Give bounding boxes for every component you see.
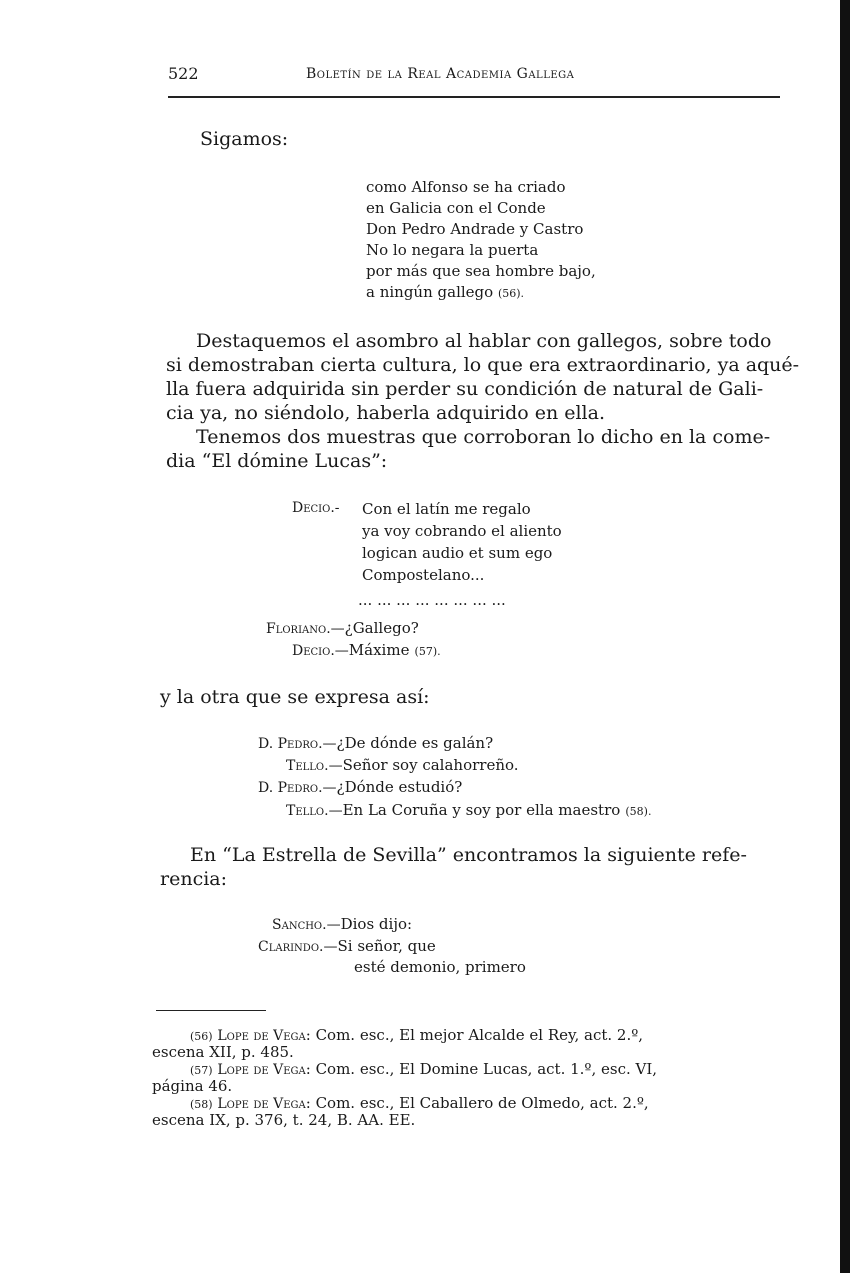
ellipsis-line: ... ... ... ... ... ... ... ... bbox=[358, 591, 506, 609]
verse-line: por más que sea hombre bajo, bbox=[366, 262, 596, 280]
paragraph-line: Tenemos dos muestras que corroboran lo dicho en la come- bbox=[196, 426, 771, 448]
dialogue-entry bbox=[258, 733, 493, 752]
verse-line: Don Pedro Andrade y Castro bbox=[366, 220, 584, 238]
dialogue-line: En La Coruña y soy por ella maestro bbox=[342, 801, 621, 819]
verse-line bbox=[366, 283, 524, 301]
scan-edge-bar bbox=[840, 0, 850, 1273]
dialogue-line: ya voy cobrando el aliento bbox=[362, 522, 562, 540]
paragraph-line: lla fuera adquirida sin perder su condición de natural de Gali- bbox=[166, 378, 764, 400]
page-number: 522 bbox=[168, 64, 199, 83]
speaker-name: Sancho.— bbox=[272, 917, 341, 933]
speaker-name: D. Pedro.— bbox=[258, 780, 337, 796]
dialogue-entry bbox=[292, 640, 441, 659]
footnote-separator bbox=[156, 1010, 266, 1011]
paragraph-line: Destaquemos el asombro al hablar con gallegos, sobre todo bbox=[196, 330, 772, 352]
footnote-number: (56) bbox=[190, 1030, 213, 1043]
footnote-number: (58) bbox=[190, 1098, 213, 1111]
footnote-text: : Com. esc., El Caballero de Olmedo, act. 2.º, bbox=[305, 1094, 649, 1112]
footnote-ref: (56). bbox=[497, 287, 525, 300]
dialogue-entry bbox=[272, 914, 412, 933]
dialogue-line: Señor soy calahorreño. bbox=[342, 756, 519, 774]
speaker-name: Tello.— bbox=[286, 803, 343, 819]
paragraph-line: dia “El dómine Lucas”: bbox=[166, 450, 388, 472]
dialogue-line: ¿Gallego? bbox=[344, 619, 419, 637]
dialogue-entry bbox=[286, 800, 651, 819]
paragraph-3: y la otra que se expresa así: bbox=[160, 686, 430, 708]
footnote-continuation: escena IX, p. 376, t. 24, B. AA. EE. bbox=[152, 1111, 416, 1129]
footnote-author: Lope de Vega bbox=[217, 1096, 306, 1112]
paragraph-line: rencia: bbox=[160, 868, 228, 890]
footnote-text: : Com. esc., El mejor Alcalde el Rey, act. 2.º, bbox=[305, 1026, 644, 1044]
dialogue-entry bbox=[286, 755, 519, 774]
sigamos-intro: Sigamos: bbox=[200, 128, 289, 150]
dialogue-line: Máxime bbox=[348, 641, 410, 659]
dialogue-line: ¿De dónde es galán? bbox=[336, 734, 494, 752]
dialogue-line: Si señor, que bbox=[337, 937, 436, 955]
speaker-name: Floriano.— bbox=[266, 621, 345, 637]
paragraph-line: En “La Estrella de Sevilla” encontramos la siguiente refe- bbox=[190, 844, 747, 866]
dialogue-entry bbox=[266, 618, 419, 637]
speaker-name: Decio.- bbox=[292, 500, 340, 516]
speaker-name: Clarindo.— bbox=[258, 939, 338, 955]
dialogue-line: ¿Dónde estudió? bbox=[336, 778, 463, 796]
page-header bbox=[168, 62, 780, 92]
footnote-continuation: página 46. bbox=[152, 1077, 233, 1095]
dialogue-entry bbox=[258, 777, 462, 796]
speaker-name: Tello.— bbox=[286, 758, 343, 774]
dialogue-line: Dios dijo: bbox=[340, 915, 413, 933]
dialogue-entry bbox=[258, 936, 436, 955]
footnote-ref: (57). bbox=[414, 645, 441, 658]
footnote bbox=[190, 1094, 649, 1112]
footnote-author: Lope de Vega bbox=[217, 1062, 306, 1078]
verse-text: a ningún gallego bbox=[366, 283, 494, 301]
speaker-name: Decio.— bbox=[292, 643, 349, 659]
dialogue-line: Con el latín me regalo bbox=[362, 500, 531, 518]
verse-line: No lo negara la puerta bbox=[366, 241, 539, 259]
dialogue-line: esté demonio, primero bbox=[354, 958, 526, 976]
paragraph-line: si demostraban cierta cultura, lo que era extraordinario, ya aqué- bbox=[166, 354, 800, 376]
footnote bbox=[190, 1026, 643, 1044]
speaker-name: D. Pedro.— bbox=[258, 736, 337, 752]
dialogue-line: Compostelano... bbox=[362, 566, 485, 584]
paragraph-line: cia ya, no siéndolo, haberla adquirido en ella. bbox=[166, 402, 605, 424]
footnote-continuation: escena XII, p. 485. bbox=[152, 1043, 294, 1061]
footnote bbox=[190, 1060, 657, 1078]
footnote-ref: (58). bbox=[625, 805, 652, 818]
header-rule bbox=[168, 96, 780, 98]
footnote-number: (57) bbox=[190, 1064, 213, 1077]
running-title: Boletín de la Real Academia Gallega bbox=[306, 66, 575, 82]
verse-line: en Galicia con el Conde bbox=[366, 199, 546, 217]
footnote-author: Lope de Vega bbox=[217, 1028, 306, 1044]
verse-line: como Alfonso se ha criado bbox=[366, 178, 566, 196]
dialogue-line: logican audio et sum ego bbox=[362, 544, 553, 562]
footnote-text: : Com. esc., El Domine Lucas, act. 1.º, esc. VI, bbox=[305, 1060, 658, 1078]
